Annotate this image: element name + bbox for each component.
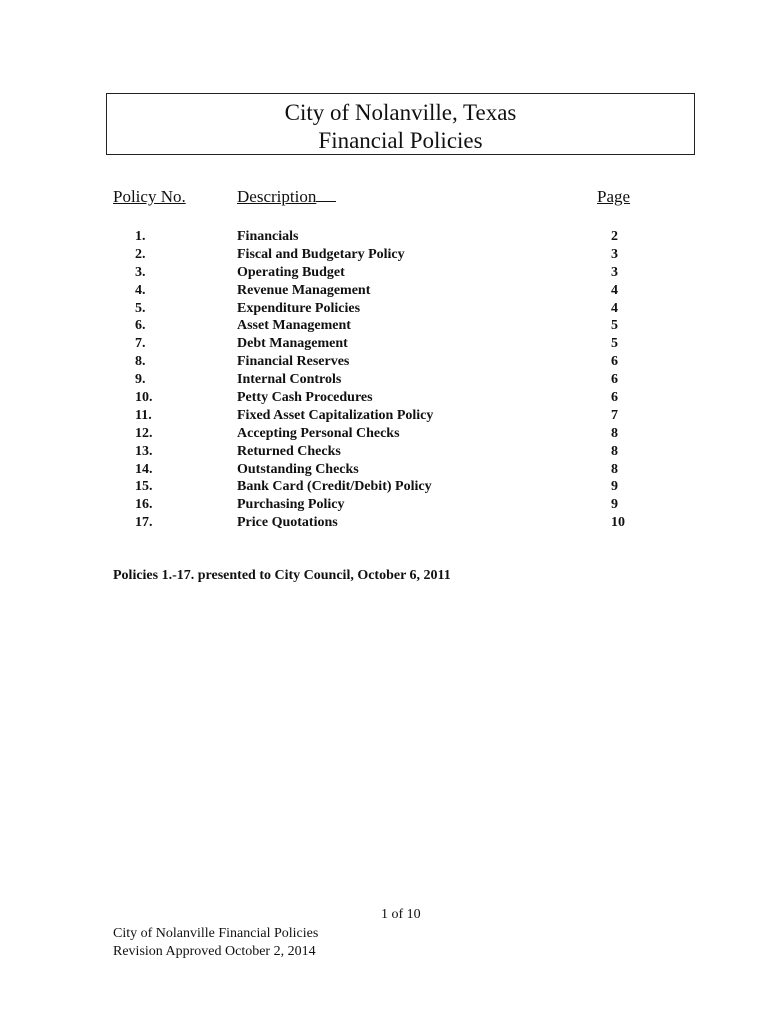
policy-description: Expenditure Policies [237,300,361,316]
policy-description: Returned Checks [237,443,341,459]
policy-number: 15. [135,479,153,495]
policy-number: 14. [135,461,153,477]
policy-page: 8 [611,425,618,441]
policy-number: 7. [135,336,146,352]
policy-description: Revenue Management [237,282,371,298]
document-title: City of Nolanville, Texas [284,100,517,125]
table-row [0,246,770,264]
policy-page: 9 [611,479,618,495]
policy-description: Fixed Asset Capitalization Policy [237,407,434,423]
table-row [0,443,770,461]
presented-note: Policies 1.-17. presented to City Council, October 6, 2011 [113,568,451,583]
footer-revision: Revision Approved October 2, 2014 [113,944,316,959]
policy-description: Price Quotations [237,515,338,531]
policy-description: Debt Management [237,336,348,352]
table-row [0,407,770,425]
table-row [0,425,770,443]
table-row [0,335,770,353]
table-row [0,282,770,300]
policy-page: 6 [611,354,618,370]
column-header-description-label: Description [237,187,317,206]
policy-page: 8 [611,443,618,459]
policy-page: 7 [611,407,618,423]
policy-number: 17. [135,515,153,531]
policy-page: 8 [611,461,618,477]
table-row [0,461,770,479]
policy-number: 9. [135,372,146,388]
policy-page: 5 [611,336,618,352]
policy-number: 5. [135,300,146,316]
policy-number: 8. [135,354,146,370]
policy-number: 4. [135,282,146,298]
column-header-description [237,186,336,208]
policy-description: Purchasing Policy [237,497,345,513]
policy-page: 9 [611,497,618,513]
policy-page: 3 [611,264,618,280]
policy-page: 10 [611,515,625,531]
policy-description: Internal Controls [237,372,342,388]
table-row [0,514,770,532]
table-row [0,371,770,389]
policy-description: Operating Budget [237,264,345,280]
policy-description: Accepting Personal Checks [237,425,400,441]
policy-number: 10. [135,390,153,406]
title-box [106,93,695,155]
policy-page: 6 [611,390,618,406]
policy-number: 16. [135,497,153,513]
table-row [0,496,770,514]
table-row [0,317,770,335]
policy-description: Financial Reserves [237,354,350,370]
policy-description: Petty Cash Procedures [237,390,373,406]
table-row [0,300,770,318]
policy-description: Fiscal and Budgetary Policy [237,246,405,262]
underline-trail [316,200,336,202]
policy-table [0,228,770,532]
table-row [0,264,770,282]
policy-number: 1. [135,229,146,244]
table-row [0,478,770,496]
policy-description: Asset Management [237,318,351,334]
policy-page: 3 [611,246,618,262]
table-row [0,389,770,407]
policy-number: 6. [135,318,146,334]
policy-number: 2. [135,246,146,262]
column-header-page: Page [597,187,631,206]
policy-description: Financials [237,229,299,244]
policy-description: Outstanding Checks [237,461,359,477]
policy-page: 5 [611,318,618,334]
policy-page: 4 [611,300,618,316]
column-header-policy-no: Policy No. [113,187,186,206]
policy-page: 4 [611,282,618,298]
document-subtitle: Financial Policies [318,128,483,153]
policy-number: 3. [135,264,146,280]
table-row [0,228,770,246]
policy-page: 2 [611,229,618,244]
table-row [0,353,770,371]
policy-page: 6 [611,372,618,388]
policy-number: 13. [135,443,153,459]
policy-number: 11. [135,407,152,423]
policy-number: 12. [135,425,153,441]
policy-description: Bank Card (Credit/Debit) Policy [237,479,432,495]
page-indicator: 1 of 10 [381,907,421,922]
footer-doc-name: City of Nolanville Financial Policies [113,926,319,941]
